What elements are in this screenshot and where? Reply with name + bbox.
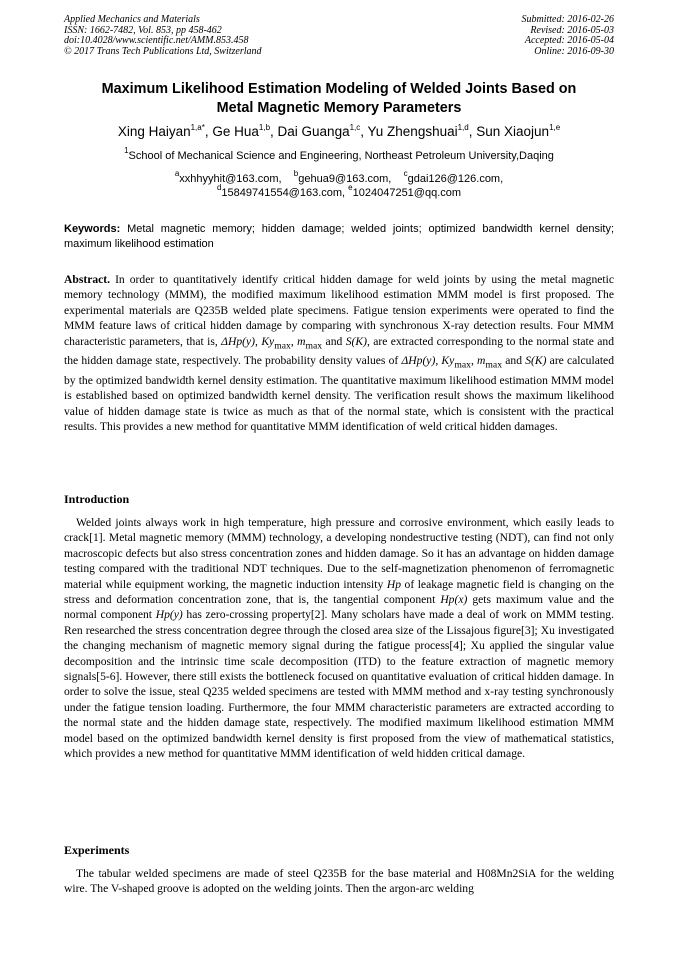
affiliation-mark: 1 (124, 146, 129, 155)
abstract-text: and (325, 334, 343, 348)
math-subscript: max (454, 359, 471, 371)
email-line-1 (80, 169, 598, 186)
author-affiliation-mark: 1,b (258, 123, 271, 132)
abstract-text: are calculated by the optimized bandwidth kernel density estimation. The quantitative maximum likelihood estimation MMM model is established based on optimized bandwidth kernel density. The verification result shows the maximum likelihood value of hidden damage state is twice as much as that of the normal state, which is consistent with the practical results. This provides a new method for quantitative MMM identification of weld critical hidden damages. (64, 354, 615, 434)
journal-header-right (522, 15, 615, 57)
math-param: ΔHp(y) (401, 354, 436, 368)
intro-text: has zero-crossing property[2]. Many scholars have made a deal of work on MMM testing. Ren researched the stress concentration degree through the closed area size of the Lissajous figure[3]; Xu investigated the changing mechanism of magnetic memory signal during the fatigue process[4]; Xu applied the singular value decomposition and the intrinsic time scale decomposition (ITD) to the feature extraction of magnetic memory signals[5-6]. However, there still exists the bottleneck focused on quantitative evaluation of critical hidden damage. In order to solve the issue, steal Q235 welded specimens are tested with MMM method and x-ray testing synchronously under the fatigue tension loading. Furthermore, the four MMM characteristic parameters are extracted according to the normal state and the hidden damage state, respectively. The modified maximum likelihood estimation MMM model based on the optimized bandwidth kernel density is first proposed from the view of mathematical statistics, which provides a new method for quantitative MMM identification of weld hidden critical damage. (64, 608, 614, 761)
author-affiliation-mark: 1,d (457, 123, 469, 132)
abstract-text: In order to quantitatively identify critical hidden damage for weld joints by using the metal magnetic memory technology (MMM), the modified maximum likelihood estimation MMM model is first proposed. The experimental materials are Q235B welded plate specimens. Fatigue tension experiments were operated to find the MMM feature laws of critical hidden damage by comparing with synchronous X-ray detection results. Four MMM characteristic parameters, that is, (64, 273, 614, 348)
email-mark: e (348, 183, 353, 192)
author-name: Ge Hua (212, 124, 259, 139)
doi-link[interactable]: doi:10.4028/www.scientific.net/AMM.853.458 (64, 35, 249, 46)
introduction-body (64, 515, 614, 762)
author-name: Dai Guanga (277, 124, 350, 139)
email-mark: d (216, 183, 222, 192)
math-param: S(K) (525, 354, 547, 368)
email-mark: c (403, 169, 408, 178)
affiliation-text: School of Mechanical Science and Engineering, Northeast Petroleum University,Daqing (128, 150, 554, 162)
math-param: m (477, 354, 486, 368)
author-name: Sun Xiaojun (476, 124, 550, 139)
email-b[interactable]: gehua9@163.com, (298, 173, 392, 185)
title-line-1: Maximum Likelihood Estimation Modeling of Welded Joints Based on (101, 81, 577, 97)
abstract-separator: , (470, 354, 474, 368)
email-list (80, 169, 598, 200)
math-param: S(K) (345, 334, 367, 348)
paper-title (40, 80, 638, 118)
issn-line: ISSN: 1662-7482, Vol. 853, pp 458-462 (64, 24, 222, 36)
math-symbol: Hp(y) (155, 608, 183, 622)
intro-text: Welded joints always work in high temperature, high pressure and corrosive environment, which easily leads to crack[1]. Metal magnetic memory (MMM) technology, a developing nondestructive testing (NDT), can find not only macroscopic defects but also stress concentration zones and hidden damage. So it has an advantage on hidden damage testing compared with the traditional NDT techniques. Due to the self-magnetization phenomenon of ferromagnetic material while equipment working, the magnetic induction intensity (64, 516, 614, 591)
author-affiliation-mark: 1,c (349, 123, 361, 132)
email-d[interactable]: 15849741554@163.com, (221, 187, 346, 199)
author-affiliation-mark: 1,e (549, 123, 561, 132)
abstract-separator: , (290, 334, 294, 348)
intro-text: gets maximum value and the normal component (64, 593, 614, 622)
keywords (64, 222, 614, 251)
revised-date: Revised: 2016-05-03 (530, 24, 614, 36)
email-mark: b (293, 169, 299, 178)
copyright-line: © 2017 Trans Tech Publications Ltd, Switzerland (64, 45, 262, 57)
section-heading-experiments: Experiments (64, 843, 130, 857)
accepted-date: Accepted: 2016-05-04 (524, 35, 614, 46)
email-line-2 (80, 183, 598, 200)
online-date: Online: 2016-09-30 (534, 45, 614, 57)
experiments-body: The tabular welded specimens are made of steel Q235B for the base material and H08Mn2SiA for the welding wire. The V-shaped groove is adopted on the welding joints. Then the argon-arc welding (64, 867, 614, 896)
journal-header-left (64, 15, 262, 57)
author-affiliation-mark: 1,a* (190, 123, 205, 132)
abstract-label: Abstract. (64, 273, 111, 286)
section-heading-introduction: Introduction (64, 492, 130, 506)
keywords-label: Keywords: (64, 223, 121, 235)
email-c[interactable]: gdai126@126.com, (407, 173, 504, 185)
email-mark: a (174, 169, 180, 178)
math-subscript: max (485, 359, 503, 371)
abstract-separator: , (255, 334, 258, 348)
submitted-date: Submitted: 2016-02-26 (521, 14, 614, 25)
math-subscript: max (305, 339, 323, 351)
email-e[interactable]: 1024047251@qq.com (352, 187, 462, 199)
journal-name: Applied Mechanics and Materials (64, 14, 200, 25)
author-list: Xing Haiyan$^{1,a*}$, Ge Hua$^{1,b}$, Dai Guanga$^{1,c}$, Yu Zhengshuai$^{1,d}$, Sun Xiaojun$^{1,e}$ (117, 123, 561, 139)
math-subscript: max (274, 339, 291, 351)
abstract-text: and (505, 354, 522, 368)
math-symbol: Hp (386, 577, 401, 591)
abstract-text: , are extracted corresponding to the normal state and the hidden damage state, respectively. The probability density values of (64, 334, 614, 368)
math-param: Ky (261, 334, 275, 348)
math-param: m (297, 334, 306, 348)
keywords-text: Metal magnetic memory; hidden damage; welded joints; optimized bandwidth kernel density; maximum likelihood estimation (64, 223, 614, 250)
math-param: ΔHp(y) (221, 334, 255, 348)
intro-text: of leakage magnetic field is changing on the stress and deformation concentration zone, that is, the tangential component (64, 577, 614, 607)
title-line-2: Metal Magnetic Memory Parameters (216, 100, 462, 116)
author-name: Yu Zhengshuai (367, 124, 458, 139)
math-symbol: Hp(x) (440, 593, 468, 607)
abstract-separator: , (435, 354, 439, 368)
email-a[interactable]: xxhhyyhit@163.com, (179, 173, 282, 185)
affiliation (20, 146, 658, 162)
math-param: Ky (441, 354, 455, 368)
abstract (64, 272, 614, 435)
author-name: Xing Haiyan (117, 124, 191, 139)
